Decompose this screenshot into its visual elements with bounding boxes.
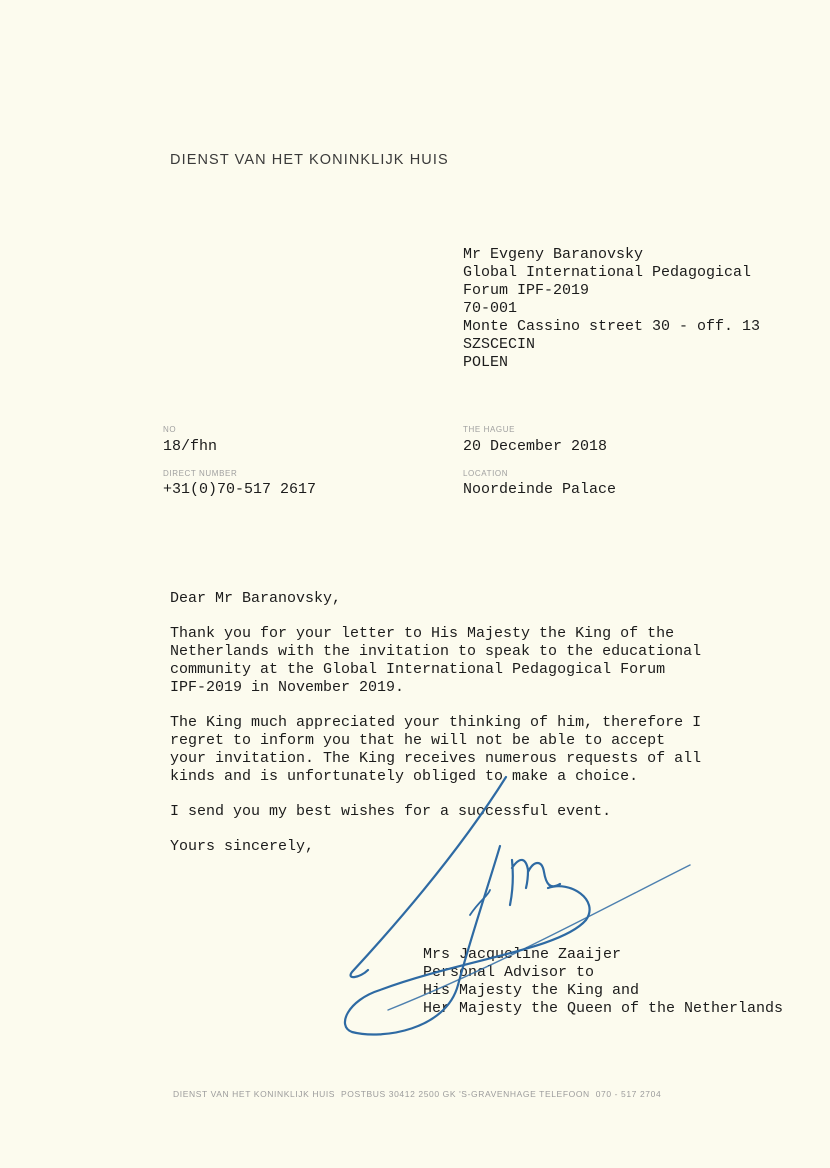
paragraph-2 bbox=[170, 714, 770, 786]
paragraph-1 bbox=[170, 625, 770, 697]
paragraph-line: The King much appreciated your thinking of him, therefore I bbox=[170, 714, 702, 731]
closing-text: Yours sincerely, bbox=[170, 838, 315, 855]
paragraph-line: community at the Global International Pedagogical Forum bbox=[170, 661, 666, 678]
place-label: THE HAGUE bbox=[463, 425, 516, 434]
location: Noordeinde Palace bbox=[463, 481, 617, 498]
reference-number-label: NO bbox=[163, 425, 177, 434]
recipient-line: Global International Pedagogical bbox=[463, 264, 752, 281]
paragraph-line: IPF-2019 in November 2019. bbox=[170, 679, 405, 696]
recipient-line: Forum IPF-2019 bbox=[463, 282, 590, 299]
letter-date: 20 December 2018 bbox=[463, 438, 608, 455]
paragraph-line: Thank you for your letter to His Majesty the King of the bbox=[170, 625, 675, 642]
letterhead: DIENST VAN HET KONINKLIJK HUIS bbox=[170, 152, 449, 168]
paragraph-line: Netherlands with the invitation to speak to the educational bbox=[170, 643, 702, 660]
signatory-line: Mrs Jacqueline Zaaijer bbox=[423, 946, 622, 963]
salutation-text: Dear Mr Baranovsky, bbox=[170, 590, 342, 607]
paragraph-line: regret to inform you that he will not be able to accept bbox=[170, 732, 666, 749]
recipient-line: Mr Evgeny Baranovsky bbox=[463, 246, 644, 263]
recipient-line: SZSCECIN bbox=[463, 336, 536, 353]
reference-number: 18/fhn bbox=[163, 438, 218, 455]
signatory-block bbox=[423, 946, 783, 1018]
paragraph-3 bbox=[170, 803, 770, 821]
recipient-line: Monte Cassino street 30 - off. 13 bbox=[463, 318, 761, 335]
signatory-line: Personal Advisor to bbox=[423, 964, 595, 981]
signatory-line: Her Majesty the Queen of the Netherlands bbox=[423, 1000, 784, 1017]
direct-number: +31(0)70-517 2617 bbox=[163, 481, 317, 498]
paragraph-line: kinds and is unfortunately obliged to make a choice. bbox=[170, 768, 639, 785]
paragraph-line: I send you my best wishes for a successful event. bbox=[170, 803, 612, 820]
closing bbox=[170, 838, 770, 856]
signatory-line: His Majesty the King and bbox=[423, 982, 640, 999]
direct-number-label: DIRECT NUMBER bbox=[163, 469, 238, 478]
letter-footer: DIENST VAN HET KONINKLIJK HUIS POSTBUS 30412 2500 GK 'S-GRAVENHAGE TELEFOON 070 - 517 2704 bbox=[173, 1089, 662, 1099]
location-label: LOCATION bbox=[463, 469, 509, 478]
recipient-line: POLEN bbox=[463, 354, 509, 371]
salutation bbox=[170, 590, 770, 608]
recipient-line: 70-001 bbox=[463, 300, 518, 317]
paragraph-line: your invitation. The King receives numerous requests of all bbox=[170, 750, 702, 767]
recipient-address bbox=[463, 246, 760, 372]
